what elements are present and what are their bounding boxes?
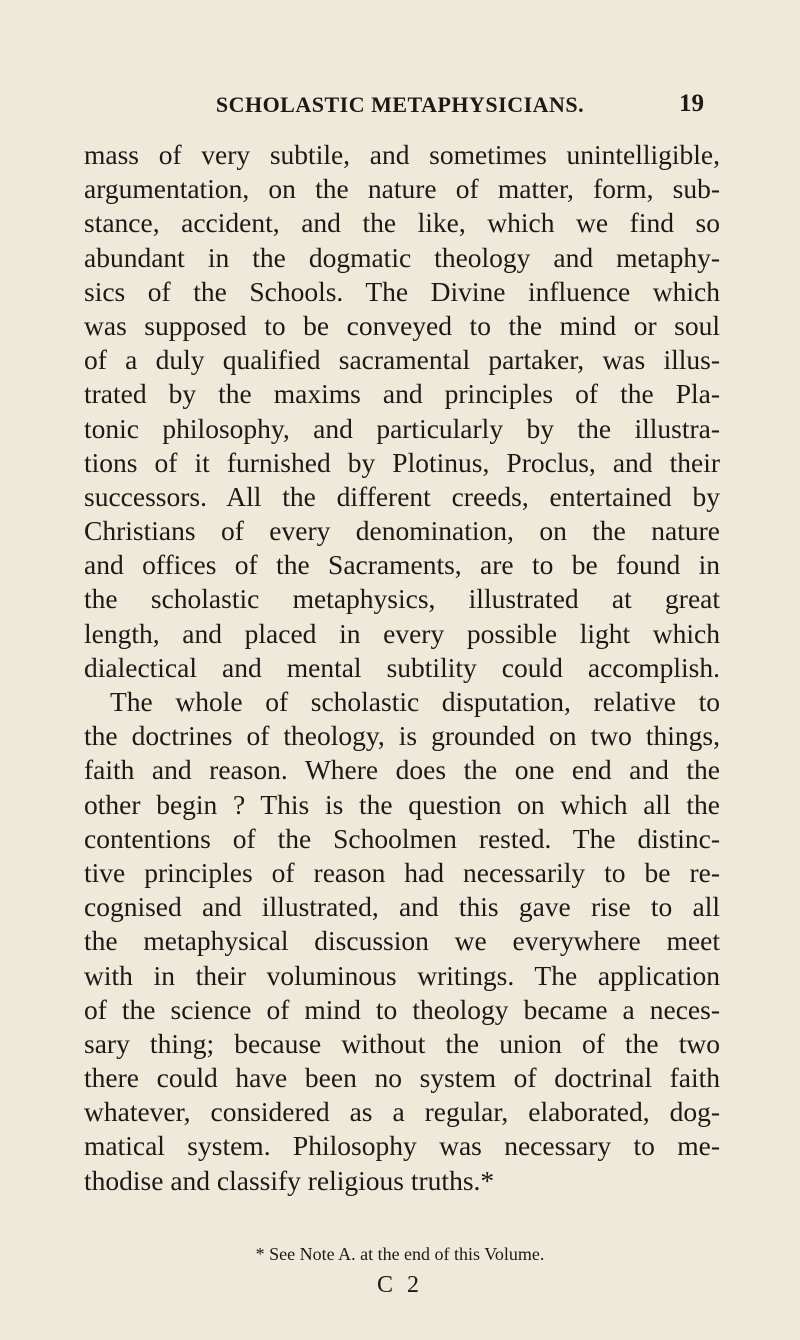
text-line: the scholastic metaphysics, illustrated at great [84,583,720,615]
text-line: The whole of scholastic disputation, relative to [110,686,720,717]
signature-mark: C 2 [376,1272,423,1298]
text-line: argumentation, on the nature of matter, form, sub- [84,173,720,205]
text-line: tive principles of reason had necessarily to be re- [84,856,720,888]
running-title: SCHOLASTIC METAPHYSICIANS. [215,92,585,117]
text-line: and offices of the Sacraments, are to be found in [84,549,720,581]
text-line: abundant in the dogmatic theology and metaphy- [84,241,720,273]
text-line: sics of the Schools. The Divine influence which [84,275,720,307]
footnote: * See Note A. at the end of this Volume. [255,1244,545,1264]
page-number: 19 [679,90,704,117]
text-line: contentions of the Schoolmen rested. The distinc- [84,822,720,854]
text-line: the doctrines of theology, is grounded on two things, [84,720,720,752]
text-line: the metaphysical discussion we everywhere meet [84,925,720,957]
text-line: length, and placed in every possible light which [84,617,720,649]
text-line: other begin ? This is the question on which all the [84,788,720,820]
text-line: stance, accident, and the like, which we find so [84,207,720,239]
text-line: Christians of every denomination, on the nature [84,515,720,547]
text-line: trated by the maxims and principles of the Pla- [84,378,720,410]
text-line: of the science of mind to theology became a neces- [84,993,720,1025]
text-line: mass of very subtile, and sometimes unintelligible, [84,139,720,170]
text-line: whatever, considered as a regular, elaborated, dog- [84,1096,720,1128]
text-line: thodise and classify religious truths.* [84,1164,495,1196]
text-line: of a duly qualified sacramental partaker, was illus- [84,344,720,376]
text-line: there could have been no system of doctrinal faith [84,1062,720,1094]
text-line: cognised and illustrated, and this gave rise to all [84,891,720,923]
text-line: tonic philosophy, and particularly by the illustra- [84,412,720,444]
text-line: matical system. Philosophy was necessary to me- [84,1130,720,1162]
text-line: tions of it furnished by Plotinus, Proclus, and their [84,446,720,478]
body-text [84,138,720,1198]
text-line: successors. All the different creeds, entertained by [84,480,720,512]
text-line: with in their voluminous writings. The application [84,959,720,991]
text-line: dialectical and mental subtility could accomplish. [84,651,720,683]
text-line: was supposed to be conveyed to the mind or soul [84,309,720,341]
text-line: faith and reason. Where does the one end and the [84,754,720,786]
running-head [0,92,800,122]
text-line: sary thing; because without the union of the two [84,1027,720,1059]
